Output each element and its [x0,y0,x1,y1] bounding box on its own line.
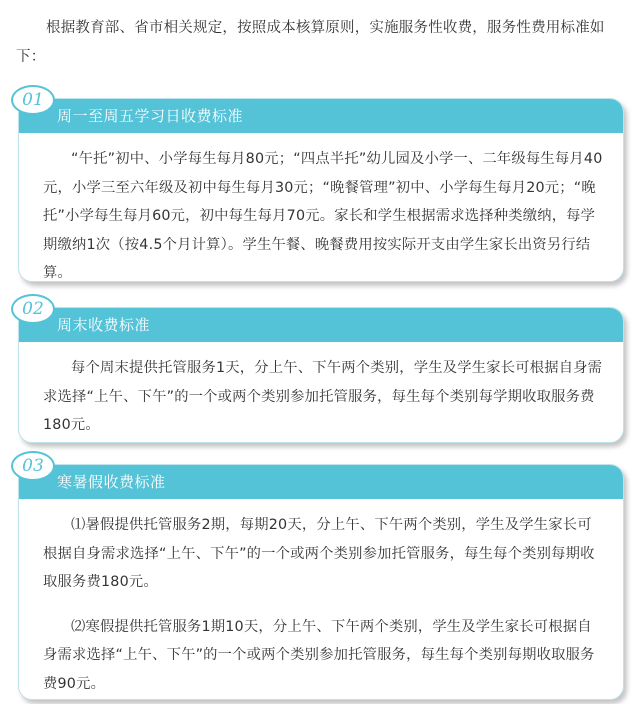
section-number-badge: 02 [11,294,55,324]
intro-paragraph: 根据教育部、省市相关规定，按照成本核算原则，实施服务性收费，服务性费用标准如下： [16,20,605,65]
section-body [43,354,605,440]
section-paragraph: 每个周末提供托管服务1天，分上午、下午两个类别，学生及学生家长可根据自身需求选择“上午、下午”的一个或两个类别参加托管服务，每生每个类别每学期收取服务费180元。 [43,360,603,433]
section-title: 周一至周五学习日收费标准 [57,107,244,125]
section-body [43,511,605,698]
section-body [43,145,605,288]
section-title: 寒暑假收费标准 [57,473,166,491]
fee-section-holiday [18,456,624,700]
section-paragraph: ⑵寒假提供托管服务1期10天，分上午、下午两个类别，学生及学生家长可根据自身需求选择“上午、下午”的一个或两个类别参加托管服务，每生每个类别每期收取服务费90元。 [43,618,595,692]
section-header [19,465,623,499]
fee-section-weekend [18,299,624,443]
section-number-badge: 01 [11,85,55,115]
section-header [19,308,623,342]
section-paragraph: “午托”初中、小学每生每月80元；“四点半托”幼儿园及小学一、二年级每生每月40元，小学三至六年级及初中每生每月30元；“晚餐管理”初中、小学每生每月20元；“晚托”小学每生每月60元，初中每生每月70元。家长和学生根据需求选择种类缴纳，每学期缴纳1次（按4.5个月计算）。学生午餐、晚餐费用按实际开支由学生家长出资另行结算。 [43,151,603,281]
section-header [19,99,623,133]
section-title: 周末收费标准 [57,316,151,334]
section-paragraph: ⑴暑假提供托管服务2期，每期20天，分上午、下午两个类别，学生及学生家长可根据自身需求选择“上午、下午”的一个或两个类别参加托管服务，每生每个类别每期收取服务费180元。 [43,517,595,590]
section-number-badge: 03 [11,451,55,481]
fee-section-weekday [18,90,624,282]
